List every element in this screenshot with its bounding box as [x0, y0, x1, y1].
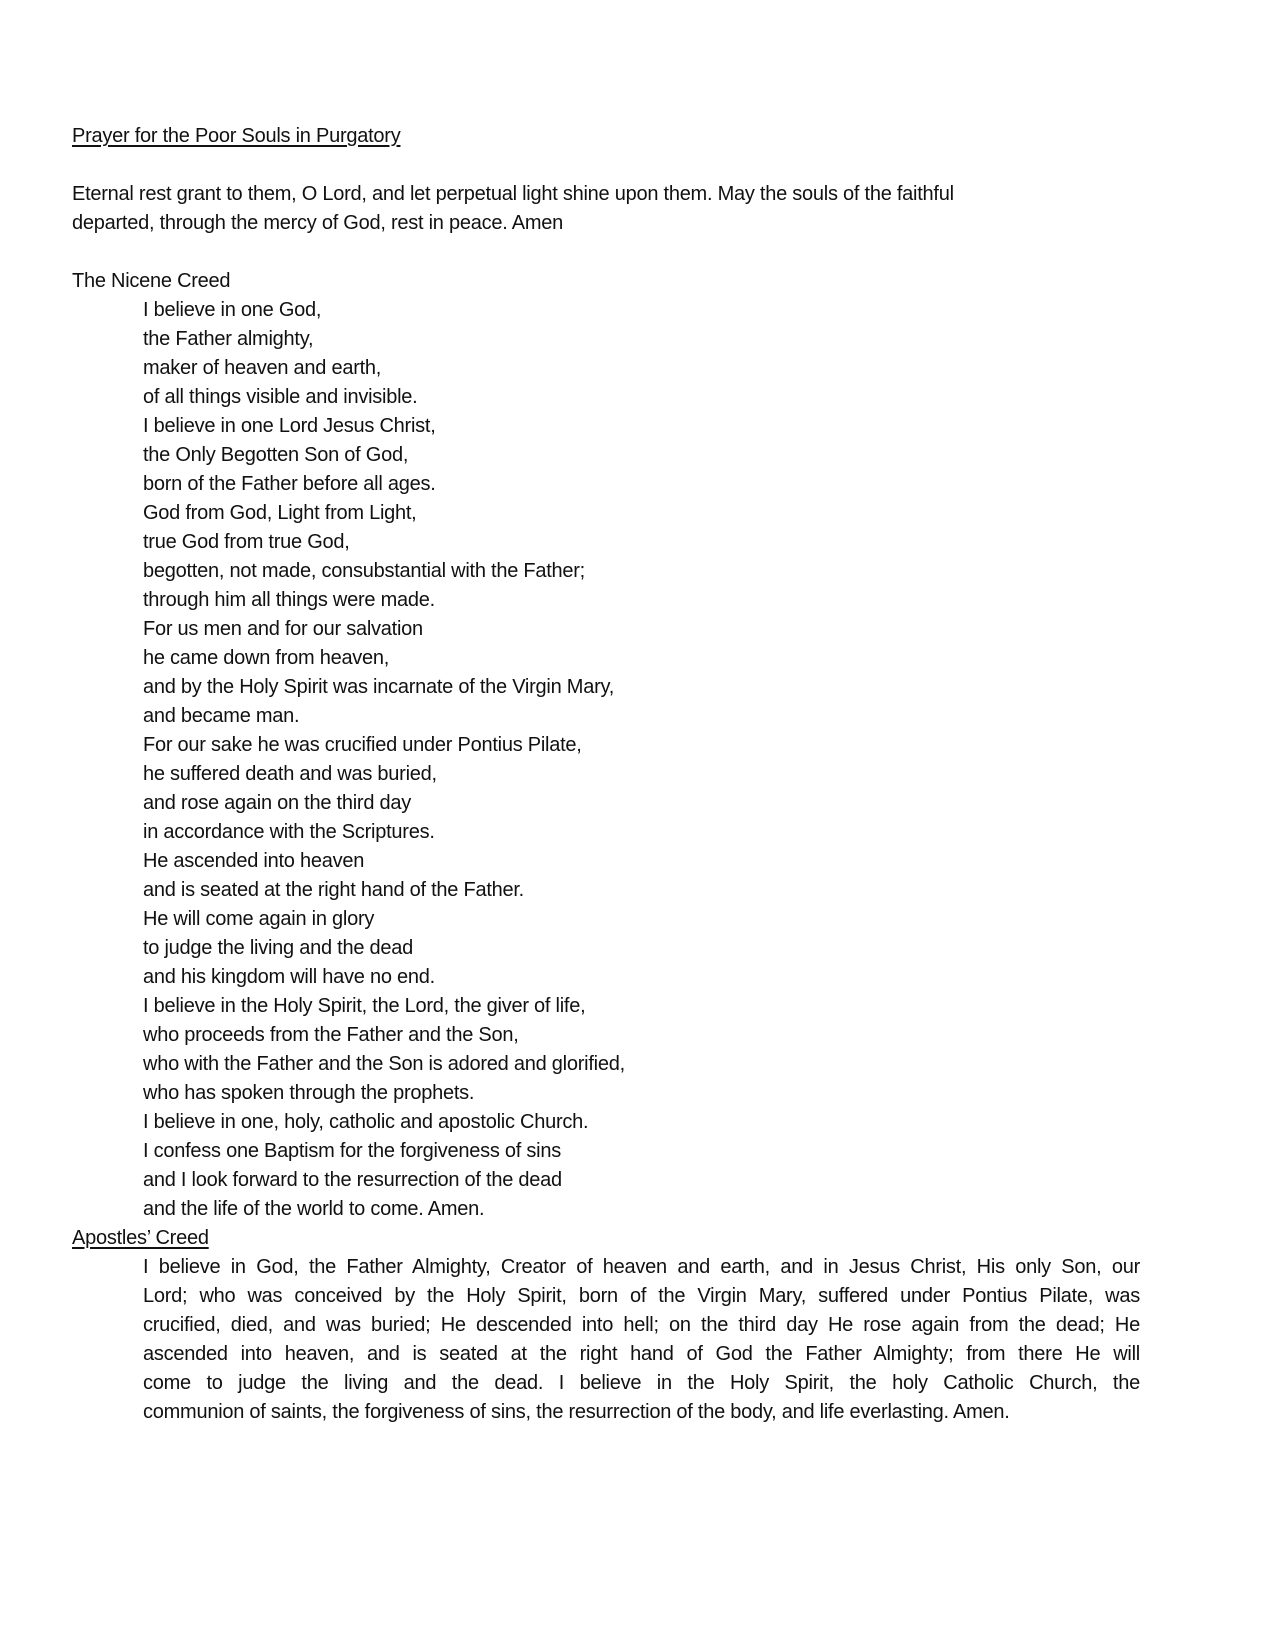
text-line: true God from true God, — [143, 531, 350, 553]
text-line: who with the Father and the Son is adored and glorified, — [143, 1053, 625, 1075]
document-page — [72, 122, 1212, 1427]
text-line: and became man. — [143, 705, 300, 727]
text-line: born of the Father before all ages. — [143, 473, 436, 495]
text-line: I believe in one God, — [143, 299, 322, 321]
text-line: to judge the living and the dead — [143, 937, 413, 959]
text-line: in accordance with the Scriptures. — [143, 821, 435, 843]
text-line: and by the Holy Spirit was incarnate of the Virgin Mary, — [143, 676, 615, 698]
text-line: and rose again on the third day — [143, 792, 412, 814]
text-line: who has spoken through the prophets. — [143, 1082, 475, 1104]
text-line: For us men and for our salvation — [143, 618, 423, 640]
purgatory-prayer-text — [72, 180, 1212, 238]
text-line: the Only Begotten Son of God, — [143, 444, 409, 466]
text-line: crucified, died, and was buried; He descended into hell; on the third day He rose again from the dead; He — [143, 1314, 1140, 1336]
nicene-creed-title: The Nicene Creed — [72, 270, 231, 292]
text-line: I believe in God, the Father Almighty, Creator of heaven and earth, and in Jesus Christ, His only Son, our — [143, 1256, 1140, 1278]
purgatory-prayer-title: Prayer for the Poor Souls in Purgatory — [72, 125, 401, 147]
text-line: come to judge the living and the dead. I believe in the Holy Spirit, the holy Catholic Church, the — [143, 1372, 1140, 1394]
text-line: departed, through the mercy of God, rest in peace. Amen — [72, 212, 563, 234]
text-line: he came down from heaven, — [143, 647, 390, 669]
text-line: For our sake he was crucified under Pontius Pilate, — [143, 734, 582, 756]
text-line: and I look forward to the resurrection of the dead — [143, 1169, 562, 1191]
text-line: ascended into heaven, and is seated at the right hand of God the Father Almighty; from there He will — [143, 1343, 1140, 1365]
nicene-creed-text — [143, 296, 1212, 1224]
text-line: he suffered death and was buried, — [143, 763, 437, 785]
text-line: and his kingdom will have no end. — [143, 966, 435, 988]
text-line: I believe in one, holy, catholic and apostolic Church. — [143, 1111, 589, 1133]
text-line: He will come again in glory — [143, 908, 375, 930]
text-line: who proceeds from the Father and the Son, — [143, 1024, 519, 1046]
text-line: the Father almighty, — [143, 328, 314, 350]
text-line: maker of heaven and earth, — [143, 357, 382, 379]
text-line: I believe in one Lord Jesus Christ, — [143, 415, 436, 437]
text-line: and is seated at the right hand of the Father. — [143, 879, 524, 901]
text-line: I believe in the Holy Spirit, the Lord, the giver of life, — [143, 995, 586, 1017]
text-line: of all things visible and invisible. — [143, 386, 418, 408]
text-line: God from God, Light from Light, — [143, 502, 417, 524]
apostles-creed-text — [143, 1253, 1140, 1427]
text-line: and the life of the world to come. Amen. — [143, 1198, 485, 1220]
text-line: I confess one Baptism for the forgiveness of sins — [143, 1140, 561, 1162]
text-line: communion of saints, the forgiveness of sins, the resurrection of the body, and life everlasting. Amen. — [143, 1401, 1010, 1423]
text-line: begotten, not made, consubstantial with the Father; — [143, 560, 585, 582]
text-line: through him all things were made. — [143, 589, 435, 611]
text-line: Lord; who was conceived by the Holy Spirit, born of the Virgin Mary, suffered under Pontius Pilate, was — [143, 1285, 1140, 1307]
text-line: Eternal rest grant to them, O Lord, and let perpetual light shine upon them. May the souls of the faithful — [72, 183, 954, 205]
apostles-creed-title: Apostles’ Creed — [72, 1227, 209, 1249]
text-line: He ascended into heaven — [143, 850, 365, 872]
